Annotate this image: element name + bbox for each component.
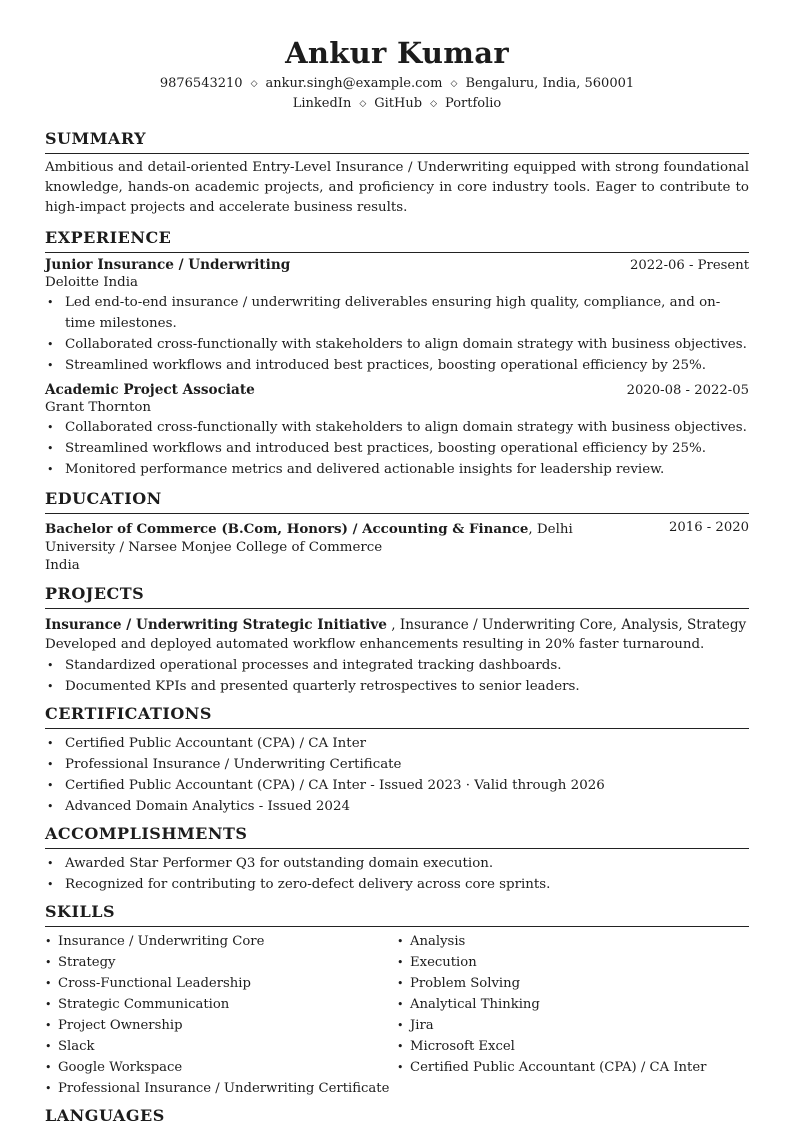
skill-item: • Project Ownership <box>45 1015 397 1036</box>
experience-entry <box>45 257 749 376</box>
education-country: India <box>45 558 80 573</box>
experience-bullet: • Led end-to-end insurance / underwriting deliverables ensuring high quality, compliance, and on-time milestones. <box>45 292 749 334</box>
separator-icon: ◇ <box>450 79 458 89</box>
skill-item: • Professional Insurance / Underwriting Certificate <box>45 1078 397 1099</box>
experience-entry <box>45 382 749 480</box>
company-name: Grant Thornton <box>45 400 152 415</box>
certification-item: • Certified Public Accountant (CPA) / CA Inter <box>45 733 749 754</box>
github-link[interactable]: GitHub <box>374 96 423 111</box>
project-tags: , Insurance / Underwriting Core, Analysis, Strategy <box>386 617 747 633</box>
skill-item: • Analysis <box>397 931 749 952</box>
skill-item: • Slack <box>45 1036 397 1057</box>
summary-text: Ambitious and detail-oriented Entry-Level Insurance / Underwriting equipped with strong foundational knowledge, hands-on academic projects, and proficiency in core industry tools. Eager to contribute to high-impact projects and accelerate business results. <box>45 160 749 215</box>
section-title-certifications: CERTIFICATIONS <box>45 703 749 729</box>
skill-item: • Cross-Functional Leadership <box>45 973 397 994</box>
section-title-skills: SKILLS <box>45 901 749 927</box>
job-dates: 2022-06 - Present <box>630 258 749 273</box>
certification-item: • Professional Insurance / Underwriting Certificate <box>45 754 749 775</box>
skills-grid <box>45 931 749 1099</box>
resume-page <box>45 0 749 1130</box>
contact-line <box>45 74 749 94</box>
job-title: Junior Insurance / Underwriting <box>45 257 291 273</box>
skill-item: • Problem Solving <box>397 973 749 994</box>
project-bullet: • Documented KPIs and presented quarterly retrospectives to senior leaders. <box>45 676 749 697</box>
certification-item: • Advanced Domain Analytics - Issued 2024 <box>45 796 749 817</box>
skill-item: • Analytical Thinking <box>397 994 749 1015</box>
certification-item: • Certified Public Accountant (CPA) / CA Inter - Issued 2023 · Valid through 2026 <box>45 775 749 796</box>
linkedin-link[interactable]: LinkedIn <box>292 96 352 111</box>
skill-item: • Execution <box>397 952 749 973</box>
project-description: Developed and deployed automated workflow enhancements resulting in 20% faster turnaround. <box>45 637 705 652</box>
skill-item: • Insurance / Underwriting Core <box>45 931 397 952</box>
skill-item: • Jira <box>397 1015 749 1036</box>
accomplishment-item: • Awarded Star Performer Q3 for outstanding domain execution. <box>45 853 749 874</box>
skill-item: • Strategy <box>45 952 397 973</box>
skill-item: • Microsoft Excel <box>397 1036 749 1057</box>
email[interactable]: ankur.singh@example.com <box>265 76 443 91</box>
experience-bullet: • Collaborated cross-functionally with stakeholders to align domain strategy with business objectives. <box>45 417 749 438</box>
skill-item: • Certified Public Accountant (CPA) / CA Inter <box>397 1057 749 1078</box>
education-entry <box>45 520 749 575</box>
project-name: Insurance / Underwriting Strategic Initiative <box>45 617 387 633</box>
links-line <box>45 94 749 114</box>
project-bullet: • Standardized operational processes and integrated tracking dashboards. <box>45 655 749 676</box>
section-title-projects: PROJECTS <box>45 583 749 609</box>
experience-bullet: • Collaborated cross-functionally with stakeholders to align domain strategy with business objectives. <box>45 334 749 355</box>
phone: 9876543210 <box>159 76 243 91</box>
location: Bengaluru, India, 560001 <box>465 76 635 91</box>
skill-item: • Strategic Communication <box>45 994 397 1015</box>
institution: , Delhi University / Narsee Monjee College of Commerce <box>45 522 573 555</box>
accomplishment-item: • Recognized for contributing to zero-defect delivery across core sprints. <box>45 874 749 895</box>
job-dates: 2020-08 - 2022-05 <box>626 383 749 398</box>
project-heading <box>45 615 749 635</box>
degree: Bachelor of Commerce (B.Com, Honors) / Accounting & Finance <box>45 521 529 537</box>
separator-icon: ◇ <box>359 99 367 109</box>
section-title-experience: EXPERIENCE <box>45 227 749 253</box>
candidate-name: Ankur Kumar <box>285 36 509 70</box>
section-title-accomplishments: ACCOMPLISHMENTS <box>45 823 749 849</box>
separator-icon: ◇ <box>250 79 258 89</box>
separator-icon: ◇ <box>430 99 437 109</box>
experience-bullet: • Monitored performance metrics and delivered actionable insights for leadership review. <box>45 459 749 480</box>
portfolio-link[interactable]: Portfolio <box>444 96 502 111</box>
job-title: Academic Project Associate <box>45 382 255 398</box>
section-title-education: EDUCATION <box>45 488 749 514</box>
education-dates: 2016 - 2020 <box>669 520 749 535</box>
experience-bullet: • Streamlined workflows and introduced best practices, boosting operational efficiency by 25%. <box>45 355 749 376</box>
company-name: Deloitte India <box>45 275 138 290</box>
section-title-languages: LANGUAGES <box>45 1106 165 1125</box>
experience-bullet: • Streamlined workflows and introduced best practices, boosting operational efficiency by 25%. <box>45 438 749 459</box>
skill-item: • Google Workspace <box>45 1057 397 1078</box>
section-title-summary: SUMMARY <box>45 128 749 154</box>
skills-column-left <box>45 931 397 1099</box>
skills-column-right <box>397 931 749 1099</box>
